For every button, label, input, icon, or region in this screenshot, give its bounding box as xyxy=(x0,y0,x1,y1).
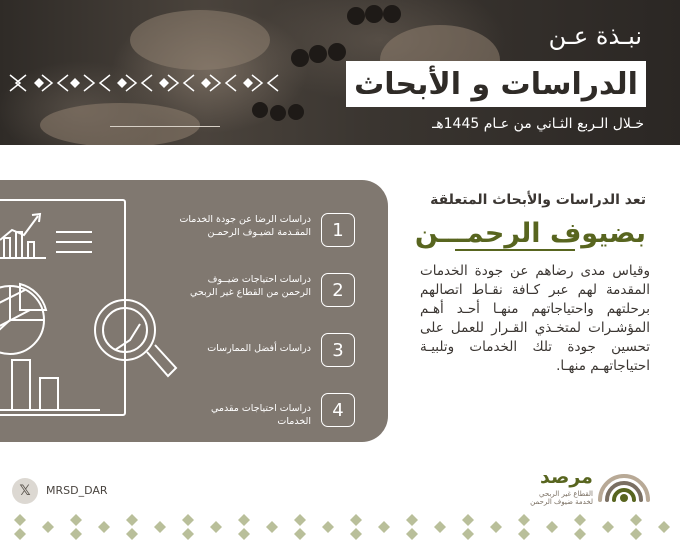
study-item-text: دراسات أفضل الممارسات xyxy=(207,343,311,354)
logo-name: مرصد xyxy=(540,466,593,488)
study-item-4 xyxy=(180,393,355,429)
study-item-text: دراسات الرضا عن جودة الخدمات المقـدمة لضيـوف الرحمـن xyxy=(179,214,311,238)
diamond-pattern-decoration xyxy=(4,71,284,95)
hero-banner xyxy=(0,0,680,145)
header-subtitle: نبـذة عـن xyxy=(548,22,642,50)
body-paragraph: وقياس مدى رضاهم عن جودة الخدمات المقدمة لهم عبر كـافة نقـاط اتصالهم برحلتهم واحتياجاتهم منهـا أحـد أهـم المؤشـرات لمتخـذي القـرار للعمل على تحسين جودة تلك الخدمات وتلبيـة احتياجاتهـم منهـا. xyxy=(420,263,650,374)
study-item-text: دراسات احتياجات مقدمي الخدمات xyxy=(210,403,311,427)
study-item-3 xyxy=(180,333,355,369)
report-analysis-illustration xyxy=(0,180,200,442)
study-item-number: 4 xyxy=(321,393,355,427)
highlight-heading: بضيوف الرحمـــن xyxy=(414,218,646,249)
intro-text: تعد الدراسات والأبحاث المتعلقة xyxy=(430,192,646,208)
study-types-panel xyxy=(0,180,388,442)
study-item-number: 1 xyxy=(321,213,355,247)
header-divider xyxy=(110,126,220,127)
study-item-text: دراسات احتياجات ضيــوف الرحمن من القطاع غير الربحي xyxy=(189,274,311,298)
study-item-2 xyxy=(180,273,355,309)
header-period: خـلال الـربع الثـاني من عـام 1445هـ xyxy=(432,116,644,132)
logo-subtitle: القطاع غير الربحي لخدمة ضيوف الرحمن xyxy=(530,490,593,506)
highlight-underline xyxy=(455,249,575,251)
header-title-box xyxy=(346,61,646,107)
x-icon[interactable]: 𝕏 xyxy=(12,478,38,504)
study-item-number: 2 xyxy=(321,273,355,307)
social-handle[interactable]: MRSD_DAR xyxy=(46,484,108,497)
logo-arcs-icon xyxy=(562,460,672,504)
study-item-number: 3 xyxy=(321,333,355,367)
header-title: الدراسات و الأبحاث xyxy=(354,66,638,102)
study-item-1 xyxy=(180,213,355,249)
bottom-pattern-decoration xyxy=(0,510,680,544)
